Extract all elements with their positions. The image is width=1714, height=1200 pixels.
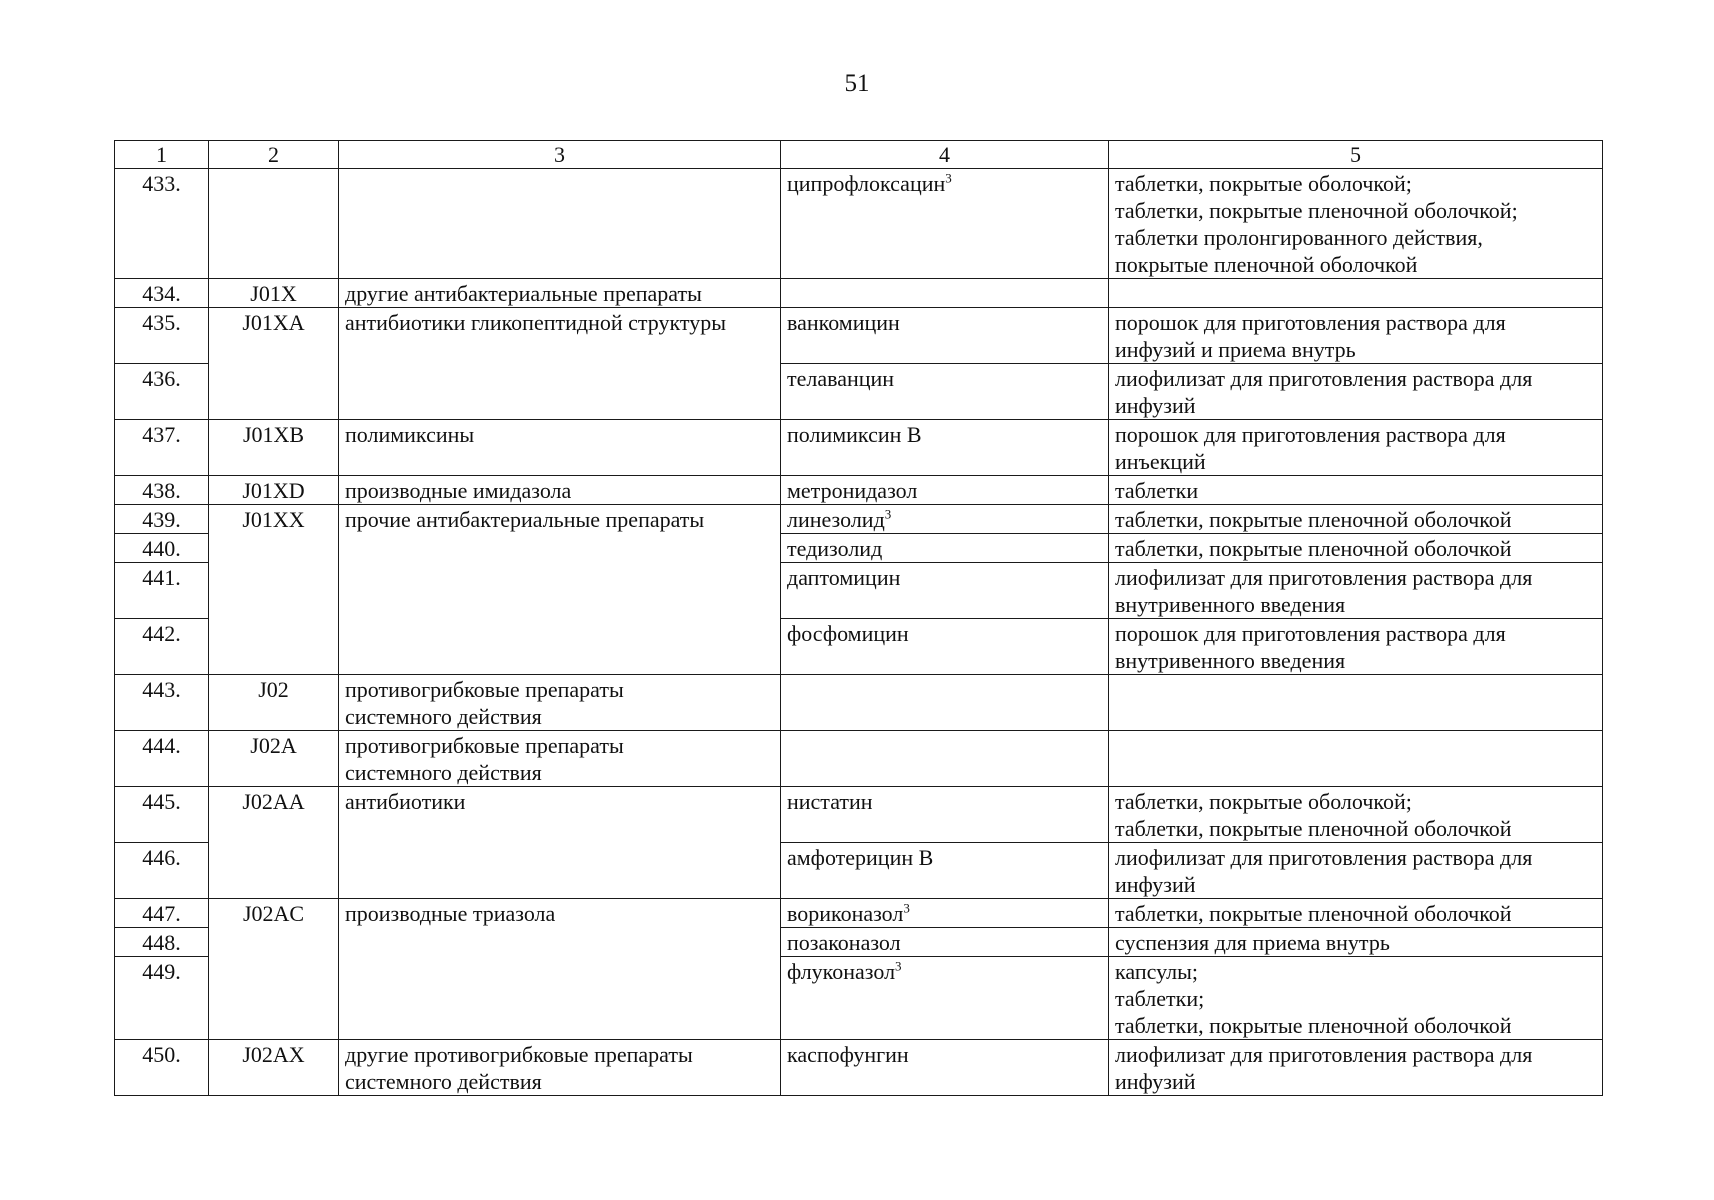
dosage-form-line: инфузий и приема внутрь [1115,337,1356,362]
pharmacological-group [339,279,781,308]
drug-name-text: нистатин [787,789,873,814]
dosage-forms [1109,279,1603,308]
pharmacological-group [339,787,781,899]
row-number: 447. [115,899,209,928]
dosage-form-line: таблетки, покрытые оболочкой; [1115,789,1412,814]
row-number: 449. [115,957,209,1040]
group-line: производные триазола [345,901,556,926]
pharmacological-group [339,308,781,420]
group-line: противогрибковые препараты [345,733,624,758]
drug-name [781,420,1109,476]
row-number: 439. [115,505,209,534]
group-line: полимиксины [345,422,475,447]
group-line: противогрибковые препараты [345,677,624,702]
page-number: 51 [844,70,870,97]
row-number: 435. [115,308,209,364]
atc-code: J01X [209,279,339,308]
group-line: другие антибактериальные препараты [345,281,702,306]
footnote-mark: 3 [895,958,902,974]
row-number: 442. [115,619,209,675]
dosage-form-line: таблетки пролонгированного действия, [1115,225,1483,250]
atc-code: J02A [209,731,339,787]
drug-name [781,731,1109,787]
group-line: другие противогрибковые препараты [345,1042,693,1067]
table-row [115,787,1603,843]
atc-code: J01XX [209,505,339,675]
group-line: антибиотики [345,789,466,814]
pharmacological-group [339,420,781,476]
dosage-form-line: таблетки, покрытые пленочной оболочкой; [1115,198,1518,223]
dosage-form-line: порошок для приготовления раствора для [1115,621,1506,646]
drug-name-text: тедизолид [787,536,883,561]
atc-code: J02AC [209,899,339,1040]
dosage-forms [1109,476,1603,505]
drug-name [781,534,1109,563]
dosage-form-line: порошок для приготовления раствора для [1115,422,1506,447]
footnote-mark: 3 [884,506,892,522]
dosage-form-line: таблетки, покрытые пленочной оболочкой [1115,507,1512,532]
group-line: системного действия [345,760,542,785]
dosage-form-line: таблетки, покрытые пленочной оболочкой [1115,536,1512,561]
table-row [115,1040,1603,1096]
drug-name [781,843,1109,899]
atc-code: J01XA [209,308,339,420]
drug-name-text: линезолид [787,507,885,532]
dosage-form-line: инфузий [1115,1069,1196,1094]
atc-code: J02AX [209,1040,339,1096]
dosage-forms [1109,899,1603,928]
dosage-form-line: лиофилизат для приготовления раствора для [1115,565,1533,590]
pharmacological-group [339,675,781,731]
dosage-form-line: внутривенного введения [1115,592,1346,617]
row-number: 436. [115,364,209,420]
row-number: 441. [115,563,209,619]
dosage-forms [1109,957,1603,1040]
column-header: 3 [339,141,781,169]
pharmacological-group [339,1040,781,1096]
group-line: антибиотики гликопептидной структуры [345,310,726,335]
drug-name [781,364,1109,420]
drug-name-text: фосфомицин [787,621,909,646]
table-row [115,420,1603,476]
dosage-form-line: инфузий [1115,393,1196,418]
dosage-forms [1109,534,1603,563]
dosage-forms [1109,308,1603,364]
group-line: системного действия [345,1069,542,1094]
dosage-form-line: инъекций [1115,449,1206,474]
dosage-forms [1109,563,1603,619]
pharmacological-group [339,476,781,505]
drug-name [781,899,1109,928]
dosage-form-line: лиофилизат для приготовления раствора для [1115,1042,1533,1067]
dosage-forms [1109,505,1603,534]
drug-name-text: позаконазол [787,930,901,955]
table-row [115,505,1603,534]
dosage-form-line: таблетки, покрытые пленочной оболочкой [1115,1013,1512,1038]
drug-name-text: даптомицин [787,565,901,590]
row-number: 446. [115,843,209,899]
drug-name-text: ципрофлоксацин [787,171,946,196]
dosage-form-line: внутривенного введения [1115,648,1346,673]
dosage-form-line: таблетки; [1115,986,1205,1011]
drug-name-text: ванкомицин [787,310,900,335]
drug-name-text: флуконазол [787,959,896,984]
atc-code: J01XD [209,476,339,505]
drug-name [781,1040,1109,1096]
dosage-forms [1109,787,1603,843]
row-number: 448. [115,928,209,957]
dosage-forms [1109,619,1603,675]
row-number: 443. [115,675,209,731]
group-line: системного действия [345,704,542,729]
dosage-forms [1109,1040,1603,1096]
dosage-form-line: лиофилизат для приготовления раствора для [1115,845,1533,870]
row-number: 433. [115,169,209,279]
row-number: 437. [115,420,209,476]
row-number: 450. [115,1040,209,1096]
pharmacological-group [339,505,781,675]
dosage-form-line: таблетки, покрытые пленочной оболочкой [1115,901,1512,926]
atc-code: J01XB [209,420,339,476]
dosage-forms [1109,169,1603,279]
dosage-form-line: инфузий [1115,872,1196,897]
drug-name-text: полимиксин B [787,422,922,447]
table-row [115,731,1603,787]
table-row [115,169,1603,279]
drug-name [781,928,1109,957]
dosage-form-line: покрытые пленочной оболочкой [1115,252,1418,277]
table-row [115,675,1603,731]
drug-name-text: каспофунгин [787,1042,909,1067]
column-header: 4 [781,141,1109,169]
column-header: 1 [115,141,209,169]
pharmacological-group [339,731,781,787]
dosage-forms [1109,928,1603,957]
dosage-form-line: порошок для приготовления раствора для [1115,310,1506,335]
dosage-form-line: лиофилизат для приготовления раствора для [1115,366,1533,391]
table-row [115,899,1603,928]
drug-name [781,787,1109,843]
drug-name [781,505,1109,534]
row-number: 444. [115,731,209,787]
table-row [115,308,1603,364]
dosage-forms [1109,364,1603,420]
table-row [115,279,1603,308]
drug-name [781,563,1109,619]
drug-name [781,619,1109,675]
dosage-forms [1109,675,1603,731]
dosage-forms [1109,420,1603,476]
footnote-mark: 3 [945,170,952,186]
drug-name-text: амфотерицин B [787,845,934,870]
pharmacological-group [339,169,781,279]
table-row [115,476,1603,505]
group-line: прочие антибактериальные препараты [345,507,705,532]
dosage-forms [1109,843,1603,899]
drug-name-text: телаванцин [787,366,895,391]
dosage-forms [1109,731,1603,787]
table-header-row [115,141,1603,169]
row-number: 438. [115,476,209,505]
atc-code [209,169,339,279]
row-number: 440. [115,534,209,563]
group-line: производные имидазола [345,478,572,503]
dosage-form-line: таблетки, покрытые пленочной оболочкой [1115,816,1512,841]
pharmacological-group [339,899,781,1040]
drug-name [781,169,1109,279]
drug-name [781,675,1109,731]
drug-name [781,476,1109,505]
drug-name-text: вориконазол [787,901,904,926]
footnote-mark: 3 [903,900,910,916]
drug-name [781,308,1109,364]
dosage-form-line: суспензия для приема внутрь [1115,930,1390,955]
row-number: 445. [115,787,209,843]
column-header: 2 [209,141,339,169]
atc-code: J02 [209,675,339,731]
dosage-form-line: таблетки, покрытые оболочкой; [1115,171,1412,196]
dosage-form-line: капсулы; [1115,959,1198,984]
atc-code: J02AA [209,787,339,899]
dosage-form-line: таблетки [1115,478,1199,503]
drug-name-text: метронидазол [787,478,918,503]
row-number: 434. [115,279,209,308]
drug-name [781,957,1109,1040]
column-header: 5 [1109,141,1603,169]
drug-table [114,140,1603,1096]
drug-name [781,279,1109,308]
